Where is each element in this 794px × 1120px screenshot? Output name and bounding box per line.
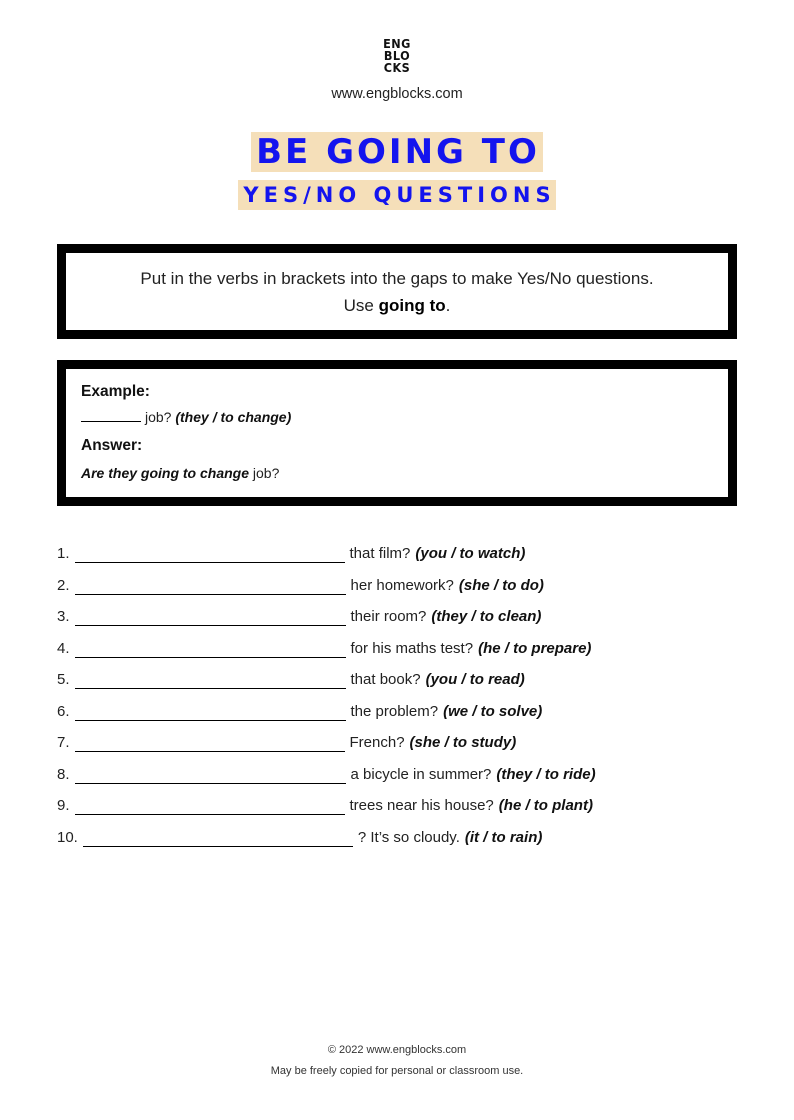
question-number: 4. bbox=[57, 639, 70, 657]
question-row bbox=[57, 829, 757, 861]
example-hint: (they / to change) bbox=[175, 409, 292, 425]
answer-blank[interactable] bbox=[83, 829, 353, 847]
footer-copyright: © 2022 www.engblocks.com bbox=[327, 1044, 467, 1056]
instructions-prefix: Use bbox=[343, 296, 379, 315]
example-blank bbox=[81, 421, 141, 422]
question-row bbox=[57, 703, 757, 735]
question-text: their room? bbox=[350, 608, 427, 625]
question-row bbox=[57, 577, 757, 609]
instructions-box bbox=[57, 244, 737, 339]
example-line bbox=[81, 409, 728, 425]
footer-note: May be freely copied for personal or classroom use. bbox=[270, 1065, 524, 1077]
question-row bbox=[57, 640, 757, 672]
question-number: 3. bbox=[57, 608, 70, 625]
answer-blank[interactable] bbox=[75, 766, 346, 784]
question-number: 7. bbox=[57, 734, 70, 751]
question-number: 8. bbox=[57, 765, 70, 783]
site-url: www.engblocks.com bbox=[331, 86, 463, 102]
question-text: a bicycle in summer? bbox=[350, 765, 492, 783]
question-text: for his maths test? bbox=[350, 639, 474, 657]
answer-blank[interactable] bbox=[75, 640, 346, 658]
question-hint: (they / to ride) bbox=[496, 765, 596, 783]
title-wrap bbox=[0, 132, 794, 172]
answer-bold: Are they going to change bbox=[81, 465, 250, 481]
question-number: 5. bbox=[57, 671, 70, 688]
instructions-suffix: . bbox=[445, 296, 451, 315]
subtitle-wrap bbox=[0, 180, 794, 210]
logo-line-1: ENG bbox=[383, 36, 411, 51]
question-list bbox=[57, 545, 757, 860]
question-hint: (he / to prepare) bbox=[478, 639, 592, 657]
question-text: ? It’s so cloudy. bbox=[357, 828, 460, 846]
question-hint: (you / to read) bbox=[425, 671, 525, 688]
instructions-bold: going to bbox=[378, 296, 446, 315]
question-text: that film? bbox=[349, 545, 411, 562]
question-row bbox=[57, 671, 757, 703]
question-number: 2. bbox=[57, 576, 70, 594]
logo-line-3: CKS bbox=[383, 60, 411, 75]
question-hint: (she / to study) bbox=[409, 734, 517, 751]
question-hint: (they / to clean) bbox=[431, 608, 542, 625]
answer-label: Answer: bbox=[81, 437, 143, 454]
answer-blank[interactable] bbox=[75, 577, 346, 595]
question-number: 1. bbox=[57, 545, 70, 562]
instructions-line-1: Put in the verbs in brackets into the gaps to make Yes/No questions. bbox=[140, 269, 654, 288]
question-text: that book? bbox=[350, 671, 421, 688]
question-hint: (she / to do) bbox=[458, 576, 544, 594]
question-row bbox=[57, 734, 757, 766]
question-row bbox=[57, 545, 757, 577]
question-hint: (you / to watch) bbox=[415, 545, 526, 562]
logo-line-2: BLO bbox=[383, 48, 411, 63]
instructions-line-2 bbox=[66, 292, 728, 319]
worksheet-title: BE GOING TO bbox=[251, 132, 543, 172]
answer-blank[interactable] bbox=[75, 797, 345, 815]
answer-blank[interactable] bbox=[75, 608, 346, 626]
answer-blank[interactable] bbox=[75, 671, 346, 689]
engblocks-logo bbox=[0, 38, 794, 74]
worksheet-subtitle: YES/NO QUESTIONS bbox=[238, 180, 555, 210]
answer-blank[interactable] bbox=[75, 703, 346, 721]
question-row bbox=[57, 766, 757, 798]
answer-line bbox=[81, 465, 728, 481]
example-label: Example: bbox=[81, 383, 150, 400]
question-text: trees near his house? bbox=[349, 797, 494, 814]
question-text: the problem? bbox=[350, 702, 439, 720]
question-hint: (it / to rain) bbox=[464, 828, 543, 846]
answer-text: job? bbox=[252, 465, 280, 481]
question-hint: (we / to solve) bbox=[443, 702, 543, 720]
answer-blank[interactable] bbox=[75, 545, 345, 563]
question-number: 10. bbox=[57, 828, 78, 846]
question-hint: (he / to plant) bbox=[498, 797, 593, 814]
example-text: job? bbox=[145, 409, 172, 425]
question-text: French? bbox=[349, 734, 405, 751]
question-number: 6. bbox=[57, 702, 70, 720]
question-row bbox=[57, 608, 757, 640]
question-number: 9. bbox=[57, 797, 70, 814]
answer-blank[interactable] bbox=[75, 734, 345, 752]
question-row bbox=[57, 797, 757, 829]
question-text: her homework? bbox=[350, 576, 454, 594]
example-box bbox=[57, 360, 737, 506]
